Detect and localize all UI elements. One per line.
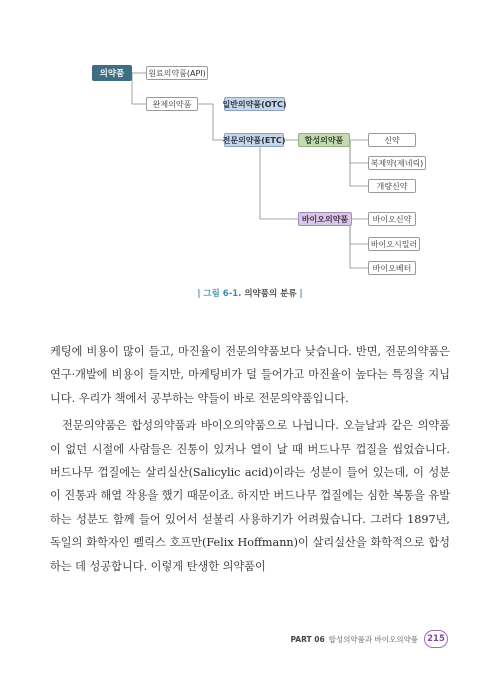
- node-etc: 전문의약품(ETC): [224, 133, 284, 147]
- node-biosimilar: 바이오시밀러: [368, 237, 420, 251]
- figure-caption: [0, 287, 500, 299]
- node-biological: 바이오의약품: [298, 212, 352, 226]
- node-generic: 복제약(제네릭): [368, 156, 426, 170]
- footer-part: PART 06: [290, 634, 325, 644]
- footer-section: 합성의약품과 바이오의약품: [328, 634, 418, 644]
- node-finished-drugs: 완제의약품: [146, 97, 198, 111]
- classification-diagram: [0, 0, 500, 300]
- page-footer: [290, 629, 448, 649]
- connector-lines: [0, 0, 500, 300]
- figure-number: 그림 6-1.: [203, 289, 242, 299]
- node-synthetic: 합성의약품: [298, 133, 350, 147]
- node-new-drug: 신약: [368, 133, 416, 147]
- node-biobetter: 바이오베터: [368, 261, 416, 275]
- caption-bar-left: |: [197, 289, 201, 299]
- caption-bar-right: |: [299, 289, 303, 299]
- node-improved-new-drug: 개량신약: [368, 179, 416, 193]
- paragraph-2: 전문의약품은 합성의약품과 바이오의약품으로 나뉩니다. 오늘날과 같은 의약품이 없던 시절에 사람들은 진통이 있거나 열이 날 때 버드나무 껍질을 씹었습니다. 버드나무 껍질에는 살리실산(Salicylic acid)이라는 성분이 들어 있는데, 이 성분이 진통과 해열 작용을 했기 때문이죠. 하지만 버드나무 껍질에는 심한 복통을 유발하는 성분도 함께 들어 있어서 섣불리 사용하기가 어려웠습니다. 그러다 1897년, 독일의 화학자인 펠릭스 호프만(Felix Hoffmann)이 살리실산을 화학적으로 합성하는 데 성공합니다. 이렇게 탄생한 의약품이: [50, 419, 450, 573]
- node-api: 원료의약품(API): [146, 66, 208, 80]
- figure-title: 의약품의 분류: [244, 289, 297, 299]
- node-otc: 일반의약품(OTC): [224, 97, 285, 111]
- node-bio-new-drug: 바이오신약: [368, 212, 416, 226]
- body-text: [50, 340, 450, 578]
- paragraph-1: 케팅에 비용이 많이 들고, 마진율이 전문의약품보다 낮습니다. 반면, 전문의약품은 연구·개발에 비용이 들지만, 마케팅비가 덜 들어가고 마진율이 높다는 특징을 지닙니다. 우리가 책에서 공부하는 약들이 바로 전문의약품입니다.: [50, 345, 450, 405]
- page-number: 215: [424, 630, 448, 648]
- node-pharmaceuticals: 의약품: [92, 65, 132, 81]
